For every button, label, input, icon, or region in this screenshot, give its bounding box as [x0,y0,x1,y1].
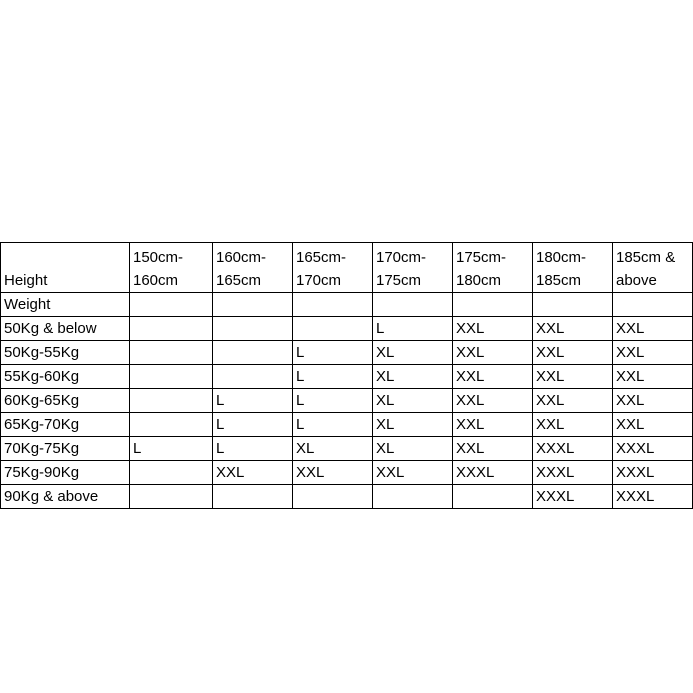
size-cell: XXL [453,437,533,461]
weight-row [1,437,693,461]
size-cell [213,293,293,317]
size-cell [213,485,293,509]
size-cell [373,293,453,317]
size-cell: XXL [453,389,533,413]
size-cell: XXL [453,317,533,341]
size-cell: XXL [453,365,533,389]
size-cell: XXL [373,461,453,485]
size-cell [130,317,213,341]
size-cell: XL [373,365,453,389]
size-cell: L [293,341,373,365]
size-chart-table [0,242,693,509]
size-cell [533,293,613,317]
size-cell [130,389,213,413]
size-cell [130,461,213,485]
size-cell: L [213,437,293,461]
size-cell: XXL [613,413,693,437]
height-range-line2: 185cm [536,272,582,289]
height-column-header [373,243,453,293]
size-cell [130,341,213,365]
height-range-line1: 150cm- [133,249,184,266]
size-chart-body [1,243,693,509]
size-cell: L [213,389,293,413]
size-cell: L [130,437,213,461]
size-cell: XXXL [533,437,613,461]
size-cell: XXXL [613,461,693,485]
size-cell: XL [373,413,453,437]
size-cell [373,485,453,509]
size-cell: XXL [613,389,693,413]
size-cell: XL [293,437,373,461]
size-cell [213,341,293,365]
size-cell: XXXL [613,437,693,461]
size-cell [130,293,213,317]
weight-range-label: 50Kg & below [1,317,130,341]
size-cell: XXXL [533,485,613,509]
height-range-line2: 165cm [216,272,262,289]
height-range-line1: 160cm- [216,249,267,266]
size-cell: L [293,389,373,413]
size-cell: XXXL [533,461,613,485]
height-range-line1: 165cm- [296,249,347,266]
height-column-header [213,243,293,293]
height-range-line2: 180cm [456,272,502,289]
height-column-header [130,243,213,293]
height-range-line2: 160cm [133,272,179,289]
size-cell: XXL [213,461,293,485]
weight-row [1,389,693,413]
size-cell [293,293,373,317]
height-column-header [293,243,373,293]
height-column-header [533,243,613,293]
size-cell [613,293,693,317]
size-cell: XXXL [453,461,533,485]
weight-range-label: 90Kg & above [1,485,130,509]
size-cell: XL [373,389,453,413]
size-cell: XXL [453,413,533,437]
size-cell: XXXL [613,485,693,509]
weight-axis-label: Weight [1,293,130,317]
size-cell [293,317,373,341]
height-column-header [453,243,533,293]
weight-row [1,485,693,509]
weight-range-label: 75Kg-90Kg [1,461,130,485]
size-cell [293,485,373,509]
weight-range-label: 65Kg-70Kg [1,413,130,437]
size-cell [130,365,213,389]
size-cell: XXL [613,341,693,365]
weight-header-row [1,293,693,317]
height-header-row [1,243,693,293]
size-cell: L [373,317,453,341]
weight-row [1,413,693,437]
size-cell [453,485,533,509]
height-column-header [613,243,693,293]
weight-range-label: 60Kg-65Kg [1,389,130,413]
size-cell: XXL [453,341,533,365]
size-cell: XXL [613,365,693,389]
size-cell: XXL [293,461,373,485]
height-range-line2: 170cm [296,272,342,289]
weight-row [1,461,693,485]
size-cell: XXL [533,389,613,413]
size-cell [130,413,213,437]
weight-range-label: 55Kg-60Kg [1,365,130,389]
size-cell: XXL [533,317,613,341]
size-cell: XXL [613,317,693,341]
size-cell: XXL [533,413,613,437]
height-corner-label: Height [1,243,130,293]
height-range-line1: 170cm- [376,249,427,266]
size-cell: L [293,365,373,389]
weight-range-label: 50Kg-55Kg [1,341,130,365]
size-cell: XXL [533,341,613,365]
size-cell [213,317,293,341]
size-cell [130,485,213,509]
weight-row [1,317,693,341]
size-cell [213,365,293,389]
size-cell: XL [373,341,453,365]
weight-row [1,341,693,365]
height-range-line1: 185cm & [616,249,676,266]
size-cell [453,293,533,317]
height-range-line1: 180cm- [536,249,587,266]
size-cell: L [213,413,293,437]
weight-row [1,365,693,389]
size-cell: XXL [533,365,613,389]
size-cell: XL [373,437,453,461]
height-range-line2: above [616,272,657,289]
height-range-line1: 175cm- [456,249,507,266]
weight-range-label: 70Kg-75Kg [1,437,130,461]
height-range-line2: 175cm [376,272,422,289]
size-cell: L [293,413,373,437]
